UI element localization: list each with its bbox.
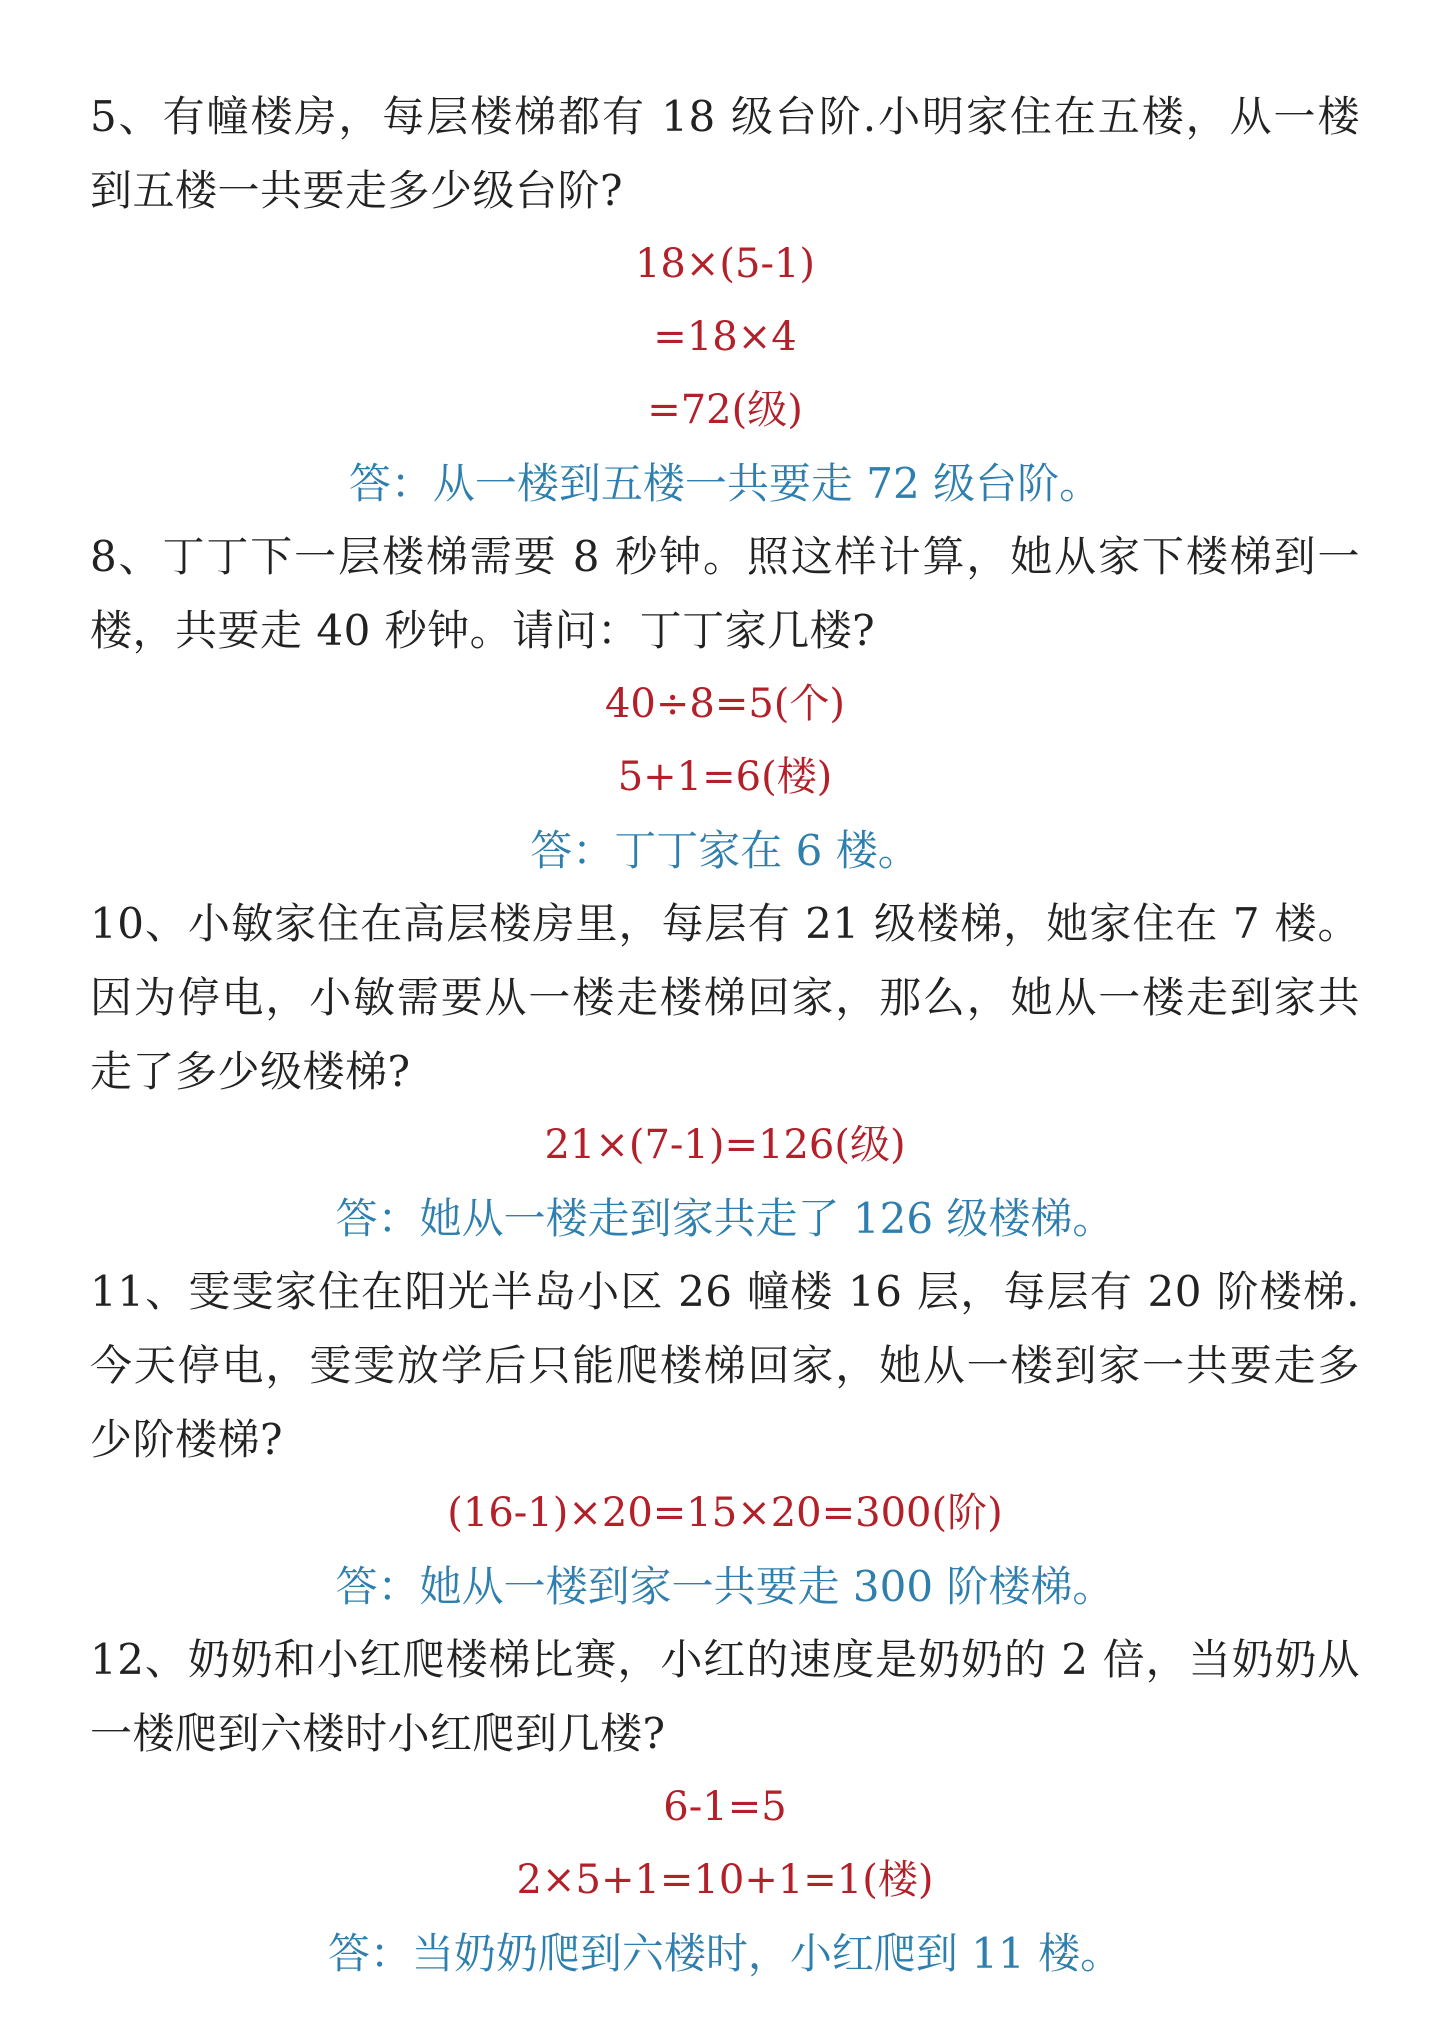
problem-10 [90,887,1360,1255]
answer-line: 答：她从一楼到家一共要走 300 阶楼梯。 [335,1562,1115,1611]
answer-line: 答：从一楼到五楼一共要走 72 级台阶。 [348,459,1102,508]
problem-8 [90,520,1360,887]
problem-question: 11、雯雯家住在阳光半岛小区 26 幢楼 16 层，每层有 20 阶楼梯.今天停电，雯雯放学后只能爬楼梯回家，她从一楼到家一共要走多少阶楼梯? [90,1267,1360,1464]
problem-question: 10、小敏家住在高层楼房里，每层有 21 级楼梯，她家住在 7 楼。因为停电，小敏需要从一楼走楼梯回家，那么，她从一楼走到家共走了多少级楼梯? [90,899,1360,1096]
problem-question: 12、奶奶和小红爬楼梯比赛，小红的速度是奶奶的 2 倍，当奶奶从一楼爬到六楼时小红爬到几楼? [90,1635,1360,1758]
solution-step: =72(级) [647,387,803,433]
answer-line: 答：她从一楼走到家共走了 126 级楼梯。 [335,1194,1115,1243]
problem-5 [90,80,1360,520]
solution-step: 21×(7-1)=126(级) [544,1122,906,1168]
worksheet-page [90,80,1360,1990]
solution-step: 18×(5-1) [634,241,816,287]
solution-step: 2×5+1=10+1=1(楼) [516,1857,934,1903]
solution-step: 40÷8=5(个) [604,681,846,727]
solution-step: 5+1=6(楼) [617,754,833,800]
problem-11 [90,1255,1360,1623]
answer-line: 答：丁丁家在 6 楼。 [530,826,920,875]
problem-question: 5、有幢楼房，每层楼梯都有 18 级台阶.小明家住在五楼，从一楼到五楼一共要走多少级台阶? [90,92,1360,215]
problem-question: 8、丁丁下一层楼梯需要 8 秒钟。照这样计算，她从家下楼梯到一楼，共要走 40 秒钟。请问：丁丁家几楼? [90,532,1360,655]
problem-12 [90,1623,1360,1990]
solution-step: =18×4 [653,314,797,360]
answer-line: 答：当奶奶爬到六楼时，小红爬到 11 楼。 [327,1929,1123,1978]
solution-step: (16-1)×20=15×20=300(阶) [447,1490,1003,1536]
solution-step: 6-1=5 [663,1784,787,1830]
